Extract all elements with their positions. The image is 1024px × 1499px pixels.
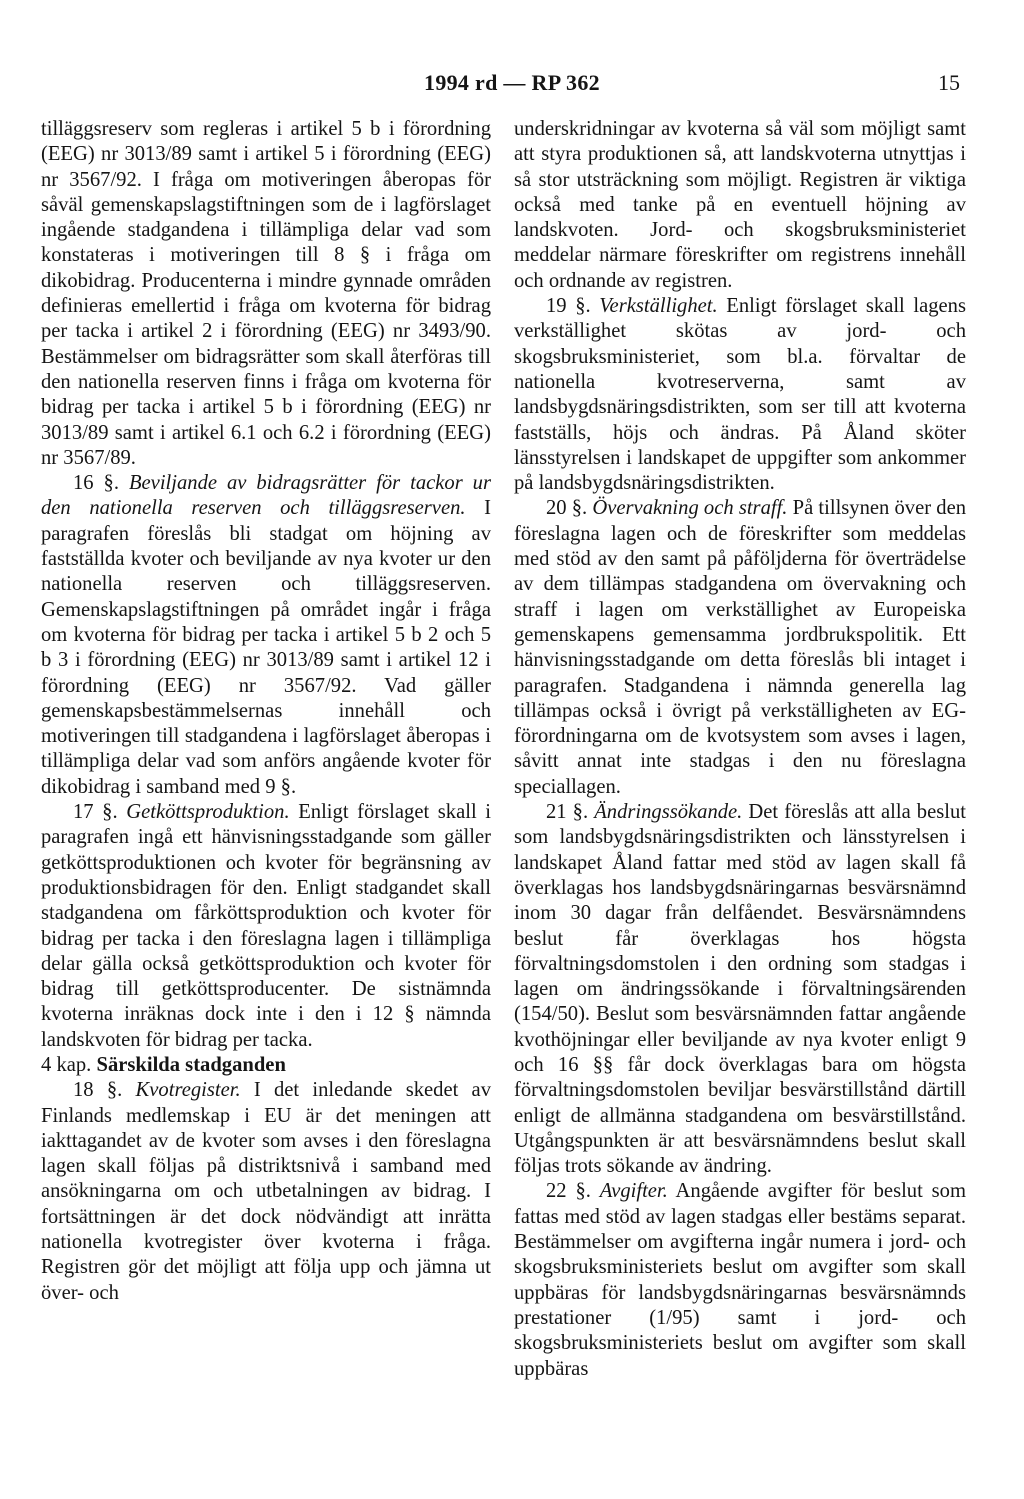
section-22	[514, 1179, 966, 1381]
page-number: 15	[938, 70, 960, 95]
chapter-heading	[41, 1053, 491, 1078]
running-head: 1994 rd — RP 362	[424, 70, 600, 95]
section-title: Avgifter.	[599, 1180, 668, 1203]
section-title: Beviljande av bidragsrätter för tackor ur den nationella reserven och tilläggsreserven.	[41, 472, 491, 520]
section-number: 20 §.	[546, 497, 593, 520]
section-title: Övervakning och straff.	[592, 497, 788, 520]
section-body: I det inledande skedet av Finlands medlemskap i EU är det meningen att iakttagandet av de kvoter som avses i den föreslagna lagen skall följas på distriktsnivå i samband med ansökningarna om och utbetalningen av bidrag. I fortsättningen är det dock nödvändigt att inrätta nationella kvotregister över kvoterna i fråga. Registren gör det möjligt att följa upp och jämna ut över- och	[41, 1079, 491, 1304]
chapter-title: Särskilda stadganden	[96, 1053, 286, 1076]
section-body: Enligt förslaget skall i paragrafen ingå ett hänvisningsstadgande som gäller getköttsproduktionen och kvoter för begränsning av produktionsbidragen för den. Enligt stadgandet skall stadgandena om fårköttsproduktion och kvoter för bidrag per tacka i den föreslagna lagen i tillämpliga delar gälla också getköttsproduktion och kvoter för bidrag till getköttsproducenter. De sistnämnda kvoterna inräknas dock inte i den i 12 § nämnda landskvoten för bidrag per tacka.	[41, 801, 491, 1051]
section-number: 22 §.	[546, 1180, 600, 1203]
section-number: 16 §.	[73, 472, 129, 495]
section-body: I paragrafen föreslås bli stadgat om höjning av fastställda kvoter och beviljande av nya kvoter ur den nationella reserven och tilläggsreserven. Gemenskapslagstiftningen på området ingår i fråga om kvoterna för bidrag per tacka i artikel 5 b 2 och 5 b 3 i förordning (EEG) nr 3013/89 samt i artikel 12 i förordning (EEG) nr 3567/92. Vad gäller gemenskapsbestämmelsernas innehåll och motiveringen till stadgandena i lagförslaget åberopas i tillämpliga delar vad som anförs angående kvoter för dikobidrag i samband med 9 §.	[41, 497, 491, 798]
section-21	[514, 800, 966, 1179]
section-number: 17 §.	[73, 801, 127, 824]
section-title: Verkställighet.	[599, 295, 718, 318]
section-title: Ändringssökande.	[594, 801, 743, 824]
section-19	[514, 294, 966, 496]
section-body: Det föreslås att alla beslut som landsbygdsnäringsdistrikten och länsstyrelsen i landskapet Åland fattar med stöd av lagen skall få överklagas hos landsbygdsnäringarnas besvärsnämnd inom 30 dagar från delfåendet. Besvärsnämndens beslut får överklagas hos högsta förvaltningsdomstolen i den ordning som stadgas i lagen om ändringssökande i förvaltningsärenden (154/50). Beslut som besvärsnämnden fattar angående kvothöjningar eller beviljande av nya kvoter enligt 9 och 16 §§ får dock överklagas bara om högsta förvaltningsdomstolen beviljar besvärstillstånd därtill enligt de allmänna stadgandena om besvärstillstånd. Utgångspunkten är att besvärsnämndens beslut skall följas trots sökande av ändring.	[514, 801, 966, 1178]
section-20	[514, 496, 966, 800]
paragraph-continuation: tilläggsreserv som regleras i artikel 5 b i förordning (EEG) nr 3013/89 samt i artikel 5 i förordning (EEG) nr 3567/92. I fråga om motiveringen åberopas för såväl gemenskapslagstiftningen som de i lagförslaget ingående stadgandena i tillämpliga delar vad som konstateras i motiveringen till 8 § i fråga om dikobidrag. Producenterna i mindre gynnade områden definieras emellertid i fråga om kvoterna för bidrag per tacka i artikel 2 i förordning (EEG) nr 3493/90. Bestämmelser om bidragsrätter som skall återföras till den nationella reserven finns i fråga om kvoterna för bidrag per tacka i artikel 5 b i förordning (EEG) nr 3013/89 samt i artikel 6.1 och 6.2 i förordning (EEG) nr 3567/89.	[41, 118, 491, 469]
section-title: Getköttsproduktion.	[126, 801, 290, 824]
section-title: Kvotregister.	[135, 1079, 241, 1102]
section-16	[41, 471, 491, 800]
section-body: Enligt förslaget skall lagens verkställighet skötas av jord- och skogsbruksministeriet, som bl.a. förvaltar de nationella kvotreserverna, samt av landsbygdsnäringsdistrikten, som ser till att kvoterna fastställs, höjs och ändras. På Åland sköter länsstyrelsen i landskapet de uppgifter som ankommer på landsbygdsnäringsdistrikten.	[514, 295, 966, 495]
chapter-number: 4 kap.	[41, 1053, 97, 1076]
section-body: Angående avgifter för beslut som fattas med stöd av lagen stadgas eller bestäms separat. Bestämmelser om avgifterna ingår numera i jord- och skogsbruksministeriets beslut om avgifter som skall uppbäras för landsbygdsnäringarnas besvärsnämnds prestationer (1/95) samt i jord- och skogsbruksministeriets beslut om avgifter som skall uppbäras	[514, 1180, 966, 1380]
page-header	[0, 70, 1024, 100]
section-number: 18 §.	[73, 1079, 136, 1102]
section-number: 19 §.	[546, 295, 600, 318]
paragraph-continuation: underskridningar av kvoterna så väl som möjligt samt att styra produktionen så, att landskvoterna utnyttjas i så stor utsträckning som möjligt. Registren är viktiga också med tanke på en eventuell höjning av landskvoten. Jord- och skogsbruksministeriet meddelar närmare föreskrifter om registrens innehåll och ordnande av registren.	[514, 118, 966, 292]
section-body: På tillsynen över den föreslagna lagen och de föreskrifter som meddelas med stöd av den samt på påföljderna för överträdelse av dem tillämpas stadgandena om övervakning och straff i lagen om verkställighet av Europeiska gemenskapens gemensamma jordbrukspolitik. Ett hänvisningsstadgande om detta föreslås bli intaget i paragrafen. Stadgandena i nämnda generella lag tillämpas också i övrigt på verkställigheten av EG-förordningarna om de kvotsystem som avses i lagen, såvitt annat inte stadgas i den nu föreslagna speciallagen.	[514, 497, 967, 798]
section-number: 21 §.	[546, 801, 595, 824]
right-column	[514, 117, 966, 1382]
section-17	[41, 800, 491, 1053]
left-column	[41, 117, 491, 1306]
section-18	[41, 1078, 491, 1306]
